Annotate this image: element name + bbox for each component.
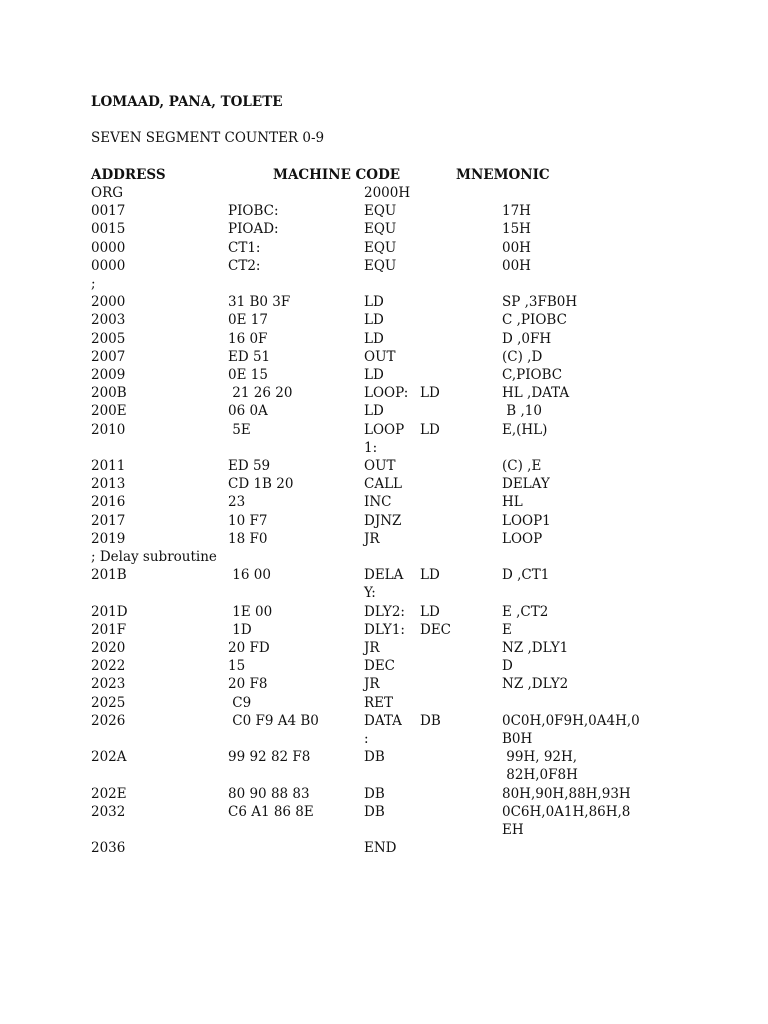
label-or-opcode-cell: DELA: [364, 567, 404, 584]
machine-code-cell: 21 26 20: [228, 385, 293, 402]
operand-cell: HL ,DATA: [502, 385, 570, 402]
operand-cell: C ,PIOBC: [502, 312, 567, 329]
label-or-opcode-cell: DATA: [364, 712, 402, 729]
label-or-opcode-cell: OUT: [364, 458, 396, 474]
label-or-opcode-cell: LD: [364, 330, 384, 347]
authors-line: LOMAAD, PANA, TOLETE: [91, 94, 283, 110]
label-or-opcode-cell: LOOP:: [364, 385, 409, 402]
label-or-opcode-cell: 2000H: [364, 185, 411, 201]
label-or-opcode-cell: INC: [364, 494, 392, 511]
address-cell: 2026: [91, 712, 126, 729]
label-or-opcode-cell: JR: [364, 530, 380, 547]
address-cell: 2017: [91, 512, 126, 529]
machine-code-cell: 06 0A: [228, 403, 268, 420]
address-cell: 2013: [91, 476, 126, 493]
machine-code-cell: 20 FD: [228, 640, 270, 656]
machine-code-cell: 31 B0 3F: [228, 294, 291, 311]
operand-cell: E: [502, 621, 512, 638]
address-cell: 201D: [91, 603, 128, 620]
machine-code-cell: 80 90 88 83: [228, 785, 310, 802]
operand-cell: C,PIOBC: [502, 367, 563, 383]
machine-code-cell: PIOAD:: [228, 221, 279, 238]
operand-cell: E,(HL): [502, 421, 548, 438]
operand-cell: 99H, 92H,: [502, 749, 578, 766]
address-cell: 2011: [91, 458, 126, 474]
operand-cell: 00H: [502, 257, 531, 274]
label-or-opcode-cell: LD: [364, 403, 384, 420]
address-cell: 2000: [91, 294, 126, 311]
machine-code-cell: PIOBC:: [228, 203, 279, 220]
address-cell: 2019: [91, 530, 126, 547]
address-cell: 2016: [91, 494, 126, 511]
opcode-cell: LD: [420, 567, 440, 584]
operand-cell: D: [502, 658, 513, 675]
machine-code-cell: CT1:: [228, 239, 261, 256]
label-or-opcode-cell: EQU: [364, 203, 397, 220]
label-or-opcode-cell: DEC: [364, 658, 396, 675]
operand-cell: 80H,90H,88H,93H: [502, 785, 631, 802]
header-address: ADDRESS: [91, 167, 166, 183]
machine-code-cell: CD 1B 20: [228, 476, 294, 493]
address-cell: 2022: [91, 658, 126, 675]
opcode-cell: LD: [420, 421, 440, 438]
address-cell: 2020: [91, 640, 126, 656]
address-cell: 0000: [91, 239, 126, 256]
machine-code-cell: 18 F0: [228, 530, 268, 547]
label-or-opcode-cell: DLY1:: [364, 621, 405, 638]
address-cell: 200E: [91, 403, 127, 420]
label-or-opcode-cell: DB: [364, 803, 385, 820]
address-cell: 2025: [91, 694, 126, 711]
operand-cell: NZ ,DLY2: [502, 676, 569, 693]
opcode-cell: DEC: [420, 621, 452, 638]
address-cell: 2023: [91, 676, 126, 693]
machine-code-cell: 1D: [228, 621, 252, 638]
address-cell: 201B: [91, 567, 127, 584]
machine-code-cell: ED 59: [228, 458, 271, 474]
label-or-opcode-cell: DB: [364, 785, 385, 802]
label-or-opcode-cell: 1:: [364, 439, 378, 456]
label-or-opcode-cell: LD: [364, 367, 384, 383]
label-or-opcode-cell: CALL: [364, 476, 403, 493]
operand-cell: D ,0FH: [502, 330, 552, 347]
address-cell: 2010: [91, 421, 126, 438]
machine-code-cell: 99 92 82 F8: [228, 749, 311, 766]
address-cell: 200B: [91, 385, 127, 402]
address-cell: 2032: [91, 803, 126, 820]
machine-code-cell: 5E: [228, 421, 251, 438]
header-machine-code: MACHINE CODE: [273, 167, 401, 183]
operand-cell: LOOP1: [502, 512, 551, 529]
label-or-opcode-cell: OUT: [364, 348, 396, 365]
operand-cell: E ,CT2: [502, 603, 549, 620]
address-cell: ORG: [91, 185, 124, 201]
label-or-opcode-cell: Y:: [364, 585, 376, 602]
document-title: SEVEN SEGMENT COUNTER 0-9: [91, 130, 325, 146]
label-or-opcode-cell: END: [364, 840, 397, 857]
opcode-cell: LD: [420, 603, 440, 620]
operand-cell: NZ ,DLY1: [502, 640, 569, 656]
label-or-opcode-cell: LD: [364, 294, 384, 311]
operand-cell: 82H,0F8H: [502, 767, 578, 784]
label-or-opcode-cell: EQU: [364, 257, 397, 274]
machine-code-cell: 1E 00: [228, 603, 273, 620]
operand-cell: 15H: [502, 221, 531, 238]
address-cell: 0015: [91, 221, 126, 238]
operand-cell: DELAY: [502, 476, 550, 493]
machine-code-cell: 16 0F: [228, 330, 268, 347]
operand-cell: (C) ,E: [502, 458, 542, 474]
operand-cell: HL: [502, 494, 523, 511]
label-or-opcode-cell: JR: [364, 640, 380, 656]
address-cell: 2009: [91, 367, 126, 383]
machine-code-cell: 20 F8: [228, 676, 268, 693]
operand-cell: LOOP: [502, 530, 543, 547]
machine-code-cell: CT2:: [228, 257, 261, 274]
operand-cell: 0C0H,0F9H,0A4H,0: [502, 712, 640, 729]
address-cell: 2007: [91, 348, 126, 365]
operand-cell: B0H: [502, 731, 533, 747]
address-cell: 2003: [91, 312, 126, 329]
label-or-opcode-cell: :: [364, 731, 369, 747]
operand-cell: EH: [502, 822, 524, 838]
label-or-opcode-cell: LOOP: [364, 421, 405, 438]
machine-code-cell: 15: [228, 658, 246, 675]
opcode-cell: DB: [420, 712, 441, 729]
label-or-opcode-cell: DJNZ: [364, 512, 402, 529]
machine-code-cell: C6 A1 86 8E: [228, 803, 314, 820]
label-or-opcode-cell: JR: [364, 676, 380, 693]
label-or-opcode-cell: DLY2:: [364, 603, 405, 620]
address-cell: 0017: [91, 203, 126, 220]
operand-cell: SP ,3FB0H: [502, 294, 578, 311]
label-or-opcode-cell: EQU: [364, 221, 397, 238]
machine-code-cell: 0E 15: [228, 367, 268, 383]
address-cell: ;: [91, 276, 96, 292]
machine-code-cell: 10 F7: [228, 512, 268, 529]
address-cell: 0000: [91, 257, 126, 274]
address-cell: 202E: [91, 785, 127, 802]
label-or-opcode-cell: LD: [364, 312, 384, 329]
machine-code-cell: 16 00: [228, 567, 271, 584]
machine-code-cell: C9: [228, 694, 252, 711]
address-cell: 2036: [91, 840, 126, 857]
operand-cell: 0C6H,0A1H,86H,8: [502, 803, 631, 820]
address-cell: ; Delay subroutine: [91, 549, 217, 565]
address-cell: 201F: [91, 621, 127, 638]
operand-cell: B ,10: [502, 403, 542, 420]
machine-code-cell: C0 F9 A4 B0: [228, 712, 319, 729]
machine-code-cell: ED 51: [228, 348, 271, 365]
header-mnemonic: MNEMONIC: [456, 167, 550, 183]
machine-code-cell: 23: [228, 494, 246, 511]
operand-cell: 17H: [502, 203, 531, 220]
machine-code-cell: 0E 17: [228, 312, 268, 329]
operand-cell: D ,CT1: [502, 567, 550, 584]
operand-cell: (C) ,D: [502, 348, 543, 365]
label-or-opcode-cell: RET: [364, 694, 394, 711]
address-cell: 2005: [91, 330, 126, 347]
label-or-opcode-cell: EQU: [364, 239, 397, 256]
address-cell: 202A: [91, 749, 127, 766]
label-or-opcode-cell: DB: [364, 749, 385, 766]
operand-cell: 00H: [502, 239, 531, 256]
opcode-cell: LD: [420, 385, 440, 402]
